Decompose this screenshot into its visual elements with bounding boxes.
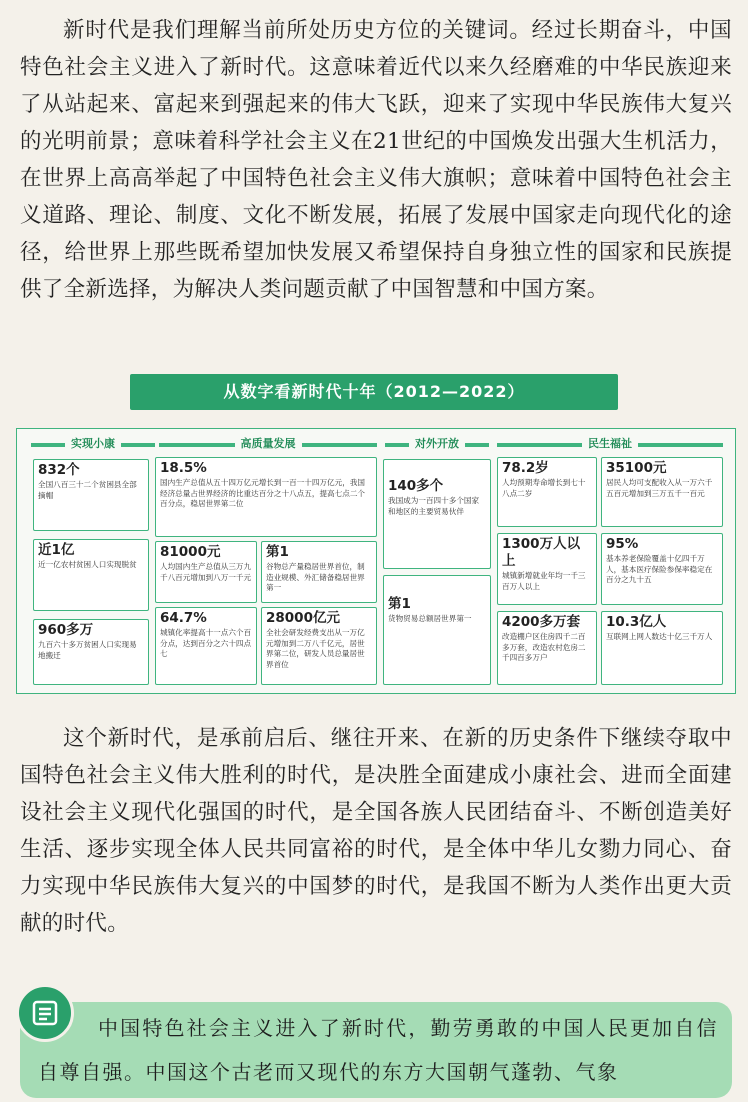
stat-box (497, 611, 597, 685)
stat-box (155, 457, 377, 537)
section-label: 实现小康 (65, 437, 121, 450)
stat-desc: 国内生产总值从五十四万亿元增长到一百一十四万亿元，我国经济总量占世界经济的比重达百分之十八点五，提高七点二个百分点，稳居世界第二位 (160, 478, 366, 508)
stat-box (155, 607, 257, 685)
stat-number: 28000亿元 (266, 610, 340, 626)
stat-box (497, 457, 597, 527)
stat-number: 78.2岁 (502, 460, 549, 476)
stat-desc: 城镇新增就业年均一千三百万人以上 (502, 571, 586, 591)
stat-number: 近1亿 (38, 542, 75, 558)
stat-desc: 基本养老保险覆盖十亿四千万人，基本医疗保险参保率稳定在百分之九十五 (606, 554, 713, 584)
stat-desc: 谷物总产量稳居世界首位，制造业规模、外汇储备稳居世界第一 (266, 562, 365, 592)
section-header-kaifang (385, 435, 489, 451)
stat-number: 1300万人以上 (502, 536, 581, 569)
section-header-minsheng (497, 435, 723, 451)
stat-box (33, 539, 149, 611)
era-paragraph (20, 720, 732, 942)
stat-desc: 九百六十多万贫困人口实现易地搬迁 (38, 640, 137, 660)
stat-number: 第1 (266, 544, 289, 560)
stat-desc: 居民人均可支配收入从一万六千五百元增加到三万五千一百元 (606, 478, 713, 498)
stat-number: 10.3亿人 (606, 614, 667, 630)
stat-number: 第1 (388, 596, 411, 612)
note-text: 中国特色社会主义进入了新时代，勤劳勇敢的中国人民更加自信自尊自强。中国这个古老而又现代的东方大国朝气蓬勃、气象 (38, 1016, 718, 1084)
stat-box (33, 619, 149, 685)
stat-desc: 人均预期寿命增长到七十八点二岁 (502, 478, 586, 498)
stat-desc: 改造棚户区住房四千二百多万套，改造农村危房二千四百多万户 (502, 632, 586, 662)
stat-box (383, 575, 491, 685)
paragraph-text: 这个新时代，是承前启后、继往开来、在新的历史条件下继续夺取中国特色社会主义伟大胜利的时代，是决胜全面建成小康社会、进而全面建设社会主义现代化强国的时代，是全国各族人民团结奋斗、不断创造美好生活、逐步实现全体人民共同富裕的时代，是全体中华儿女勠力同心、奋力实现中华民族伟大复兴的中国梦的时代，是我国不断为人类作出更大贡献的时代。 (20, 726, 732, 936)
stat-box (33, 459, 149, 531)
infographic-panel (16, 428, 736, 694)
stat-box (601, 611, 723, 685)
section-header-fazhan (159, 435, 377, 451)
intro-paragraph (20, 12, 732, 308)
stat-number: 140多个 (388, 478, 444, 494)
section-header-xiaokang (31, 435, 155, 451)
section-label: 民生福祉 (582, 437, 638, 450)
infographic-title: 从数字看新时代十年（2012—2022） (130, 374, 618, 410)
stat-box (383, 459, 491, 569)
stat-box (497, 533, 597, 605)
stat-box (261, 541, 377, 603)
stat-desc: 互联网上网人数达十亿三千万人 (606, 632, 713, 641)
stat-desc: 城镇化率提高十一点六个百分点，达到百分之六十四点七 (160, 628, 252, 658)
stat-desc: 全国八百三十二个贫困县全部摘帽 (38, 480, 137, 500)
stat-box (601, 533, 723, 605)
stat-number: 832个 (38, 462, 80, 478)
section-label: 高质量发展 (235, 437, 302, 450)
section-label: 对外开放 (409, 437, 465, 450)
stat-number: 35100元 (606, 460, 667, 476)
stat-number: 18.5% (160, 460, 207, 476)
paragraph-text: 新时代是我们理解当前所处历史方位的关键词。经过长期奋斗，中国特色社会主义进入了新时代。这意味着近代以来久经磨难的中华民族迎来了从站起来、富起来到强起来的伟大飞跃，迎来了实现中华民族伟大复兴的光明前景；意味着科学社会主义在21世纪的中国焕发出强大生机活力，在世界上高高举起了中国特色社会主义伟大旗帜；意味着中国特色社会主义道路、理论、制度、文化不断发展，拓展了发展中国家走向现代化的途径，给世界上那些既希望加快发展又希望保持自身独立性的国家和民族提供了全新选择，为解决人类问题贡献了中国智慧和中国方案。 (20, 18, 732, 302)
stat-desc: 货物贸易总额居世界第一 (388, 614, 472, 623)
stat-desc: 人均国内生产总值从三万九千八百元增加到八万一千元 (160, 562, 252, 582)
stat-number: 4200多万套 (502, 614, 581, 630)
stat-box (155, 541, 257, 603)
stat-box (601, 457, 723, 527)
stat-box (261, 607, 377, 685)
stat-desc: 全社会研发经费支出从一万亿元增加到二万八千亿元，居世界第二位，研发人员总量居世界首位 (266, 628, 365, 669)
summary-note (20, 1002, 732, 1098)
stat-number: 960多万 (38, 622, 94, 638)
stat-desc: 近一亿农村贫困人口实现脱贫 (38, 560, 137, 569)
stat-number: 81000元 (160, 544, 221, 560)
stat-desc: 我国成为一百四十多个国家和地区的主要贸易伙伴 (388, 496, 480, 516)
stat-number: 64.7% (160, 610, 207, 626)
stat-number: 95% (606, 536, 639, 552)
